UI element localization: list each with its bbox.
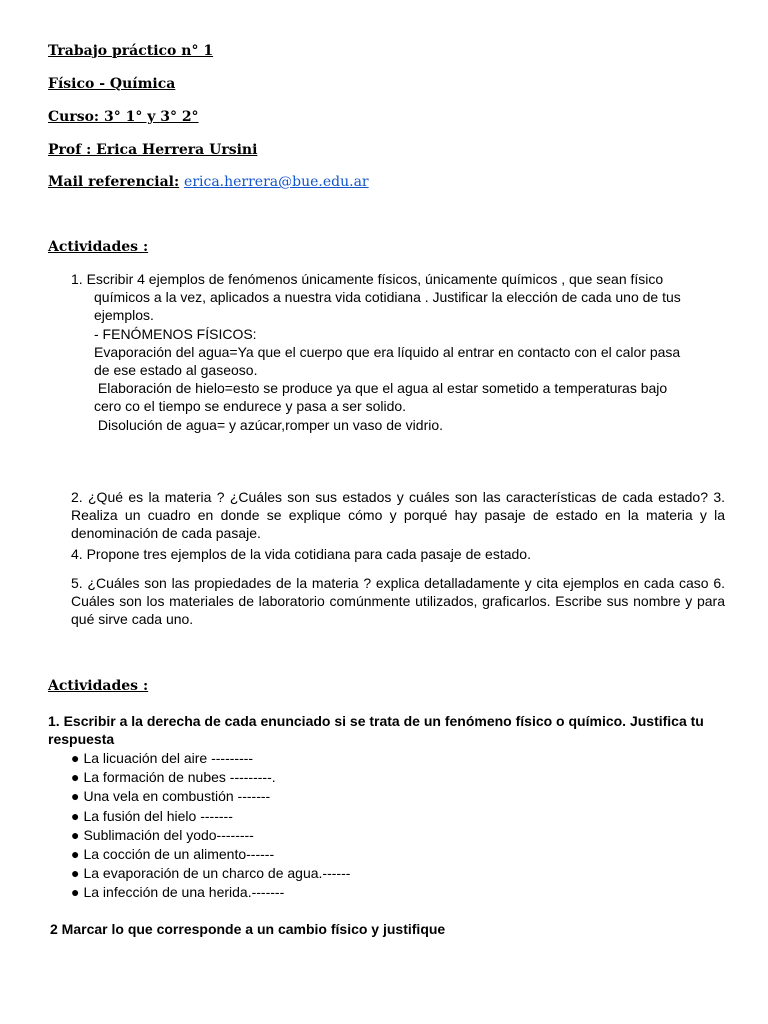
course-text: Curso: 3° 1° y 3° 2°: [48, 109, 199, 125]
section1-heading-text: Actividades :: [48, 239, 149, 255]
list-item-text: La fusión del hielo -------: [83, 807, 233, 824]
list-item-text: Una vela en combustión -------: [83, 788, 271, 805]
bullet-icon: ●: [71, 865, 80, 882]
list-item: [71, 864, 350, 883]
item1-line: Elaboración de hielo=esto se produce ya que el agua al estar sometido a temperaturas bajo: [94, 380, 668, 397]
item1-line: 1. Escribir 4 ejemplos de fenómenos únicamente físicos, únicamente químicos , que sean físico: [71, 271, 664, 287]
bullet-icon: ●: [71, 826, 80, 843]
question-1: [48, 712, 704, 748]
section2-heading: [48, 677, 148, 695]
list-item-text: La infección de una herida.-------: [83, 884, 285, 901]
mail-link[interactable]: erica.herrera@bue.edu.ar: [184, 174, 369, 190]
section2-heading-text: Actividades :: [48, 678, 149, 694]
activity-item-2: 2. ¿Qué es la materia ? ¿Cuáles son sus estados y cuáles son las características de cada estado? 3. Realiza un cuadro en donde se explique cómo y porqué hay pasaje de estado en la materia y la denominación de cada pasaje.: [71, 489, 725, 542]
question1-line: 1. Escribir a la derecha de cada enunciado si se trata de un fenómeno físico o químico. Justifica tu: [48, 713, 704, 729]
item1-line: de ese estado al gaseoso.: [94, 361, 258, 378]
activity-item-4: 4. Propone tres ejemplos de la vida cotidiana para cada pasaje de estado.: [71, 546, 531, 562]
list-item: [71, 749, 350, 768]
document-title-text: Trabajo práctico n° 1: [48, 43, 214, 59]
subject-text: Físico - Química: [48, 76, 176, 92]
activity-item-1: [71, 270, 681, 434]
question1-line: respuesta: [48, 731, 115, 748]
bullet-icon: ●: [71, 884, 80, 901]
activity-item-5: 5. ¿Cuáles son las propiedades de la materia ? explica detalladamente y cita ejemplos en cada caso 6. Cuáles son los materiales de laboratorio comúnmente utilizados, graficarlos. Escribe sus nombre y para qué sirve cada uno.: [71, 575, 725, 628]
bullet-icon: ●: [71, 769, 80, 786]
item1-line: - FENÓMENOS FÍSICOS:: [94, 325, 257, 342]
item1-line: Disolución de agua= y azúcar,romper un vaso de vidrio.: [94, 416, 444, 433]
question-2: 2 Marcar lo que corresponde a un cambio físico y justifique: [50, 921, 446, 937]
bullet-icon: ●: [71, 788, 80, 805]
list-item: [71, 787, 350, 806]
list-item: [71, 768, 350, 787]
list-item: [71, 807, 350, 826]
course-line: [48, 108, 199, 126]
list-item-text: La evaporación de un charco de agua.------: [83, 865, 351, 882]
item1-line: Evaporación del agua=Ya que el cuerpo que era líquido al entrar en contacto con el calor pasa: [94, 343, 681, 360]
list-item-text: La licuación del aire ---------: [83, 750, 254, 766]
item1-line: cero co el tiempo se endurece y pasa a ser solido.: [94, 398, 407, 415]
bullet-icon: ●: [71, 807, 80, 824]
teacher-text: Prof : Erica Herrera Ursini: [48, 142, 258, 158]
list-item: [71, 883, 350, 902]
list-item-text: La cocción de un alimento------: [83, 845, 275, 862]
bullet-icon: ●: [71, 845, 80, 862]
bullet-icon: ●: [71, 750, 80, 766]
list-item: [71, 845, 350, 864]
section1-heading: [48, 238, 148, 256]
teacher-line: [48, 141, 257, 159]
mail-line: [48, 173, 369, 191]
item1-line: químicos a la vez, aplicados a nuestra vida cotidiana . Justificar la elección de cada uno de tus: [94, 289, 681, 306]
subject-line: [48, 75, 175, 93]
list-item: [71, 826, 350, 845]
list-item-text: Sublimación del yodo--------: [83, 826, 254, 843]
document-title: [48, 42, 213, 60]
mail-label: Mail referencial:: [48, 174, 180, 190]
phenomena-list: [71, 749, 350, 903]
list-item-text: La formación de nubes ---------.: [83, 769, 276, 786]
item1-line: ejemplos.: [94, 307, 154, 324]
